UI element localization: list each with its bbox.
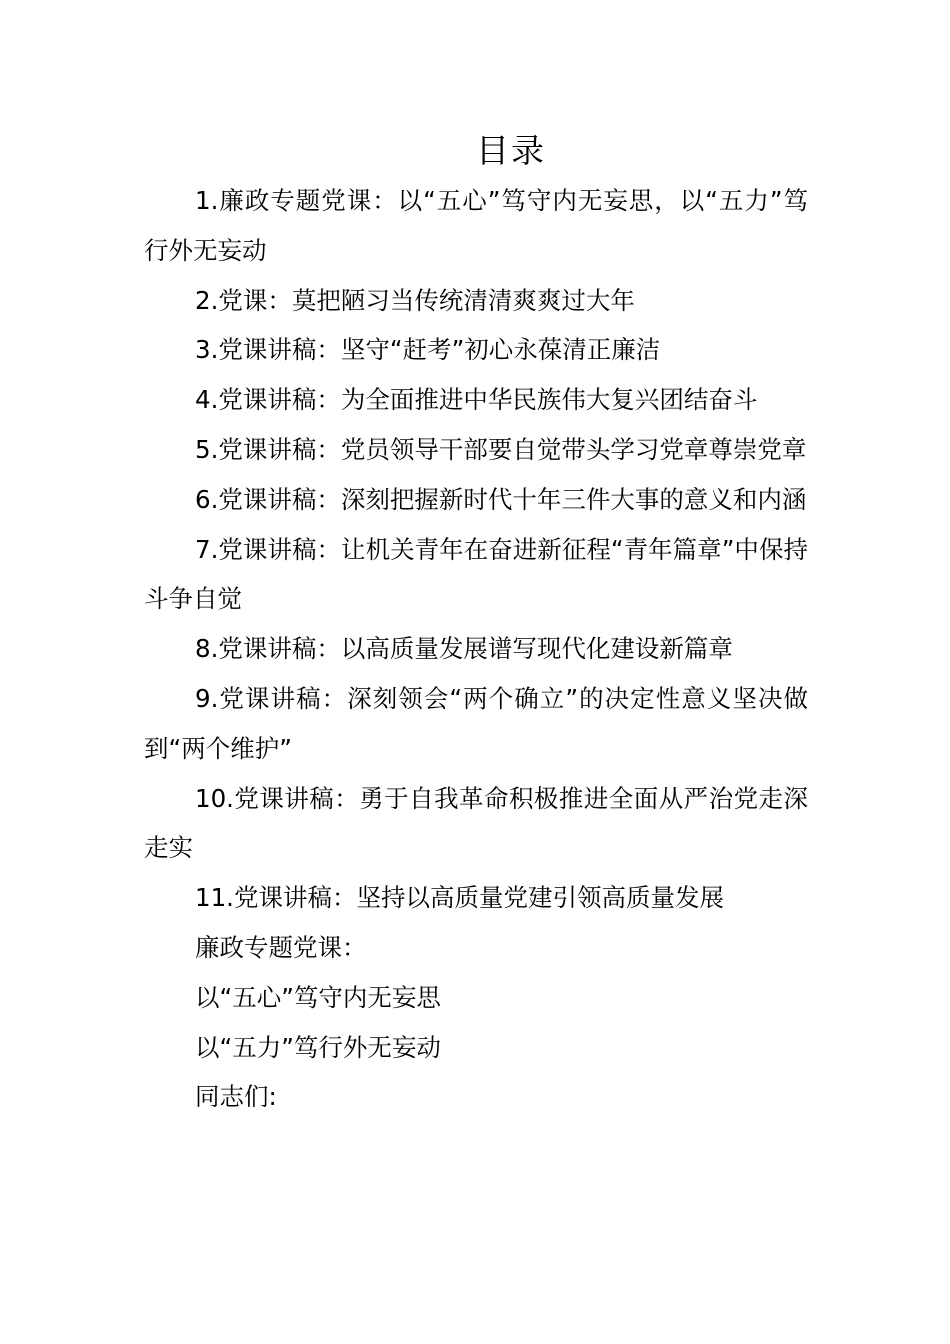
toc-item-5: 5.党课讲稿：党员领导干部要自觉带头学习党章尊崇党章 — [195, 434, 807, 464]
article-heading-line-2: 以“五心”笃守内无妄思 — [195, 982, 441, 1012]
toc-item-7: 7.党课讲稿：让机关青年在奋进新征程“青年篇章”中保持斗争自觉 — [144, 534, 808, 614]
toc-item-1: 1.廉政专题党课：以“五心”笃守内无妄思，以“五力”笃行外无妄动 — [144, 186, 808, 265]
document-body — [144, 176, 808, 1122]
salutation: 同志们: — [195, 1082, 277, 1112]
toc-item-8: 8.党课讲稿：以高质量发展谱写现代化建设新篇章 — [195, 634, 733, 664]
toc-item-10: 10.党课讲稿：勇于自我革命积极推进全面从严治党走深走实 — [144, 783, 808, 863]
toc-item-9: 9.党课讲稿：深刻领会“两个确立”的决定性意义坚决做到“两个维护” — [144, 683, 808, 763]
article-heading-line-1: 廉政专题党课： — [195, 932, 367, 962]
toc-item-6: 6.党课讲稿：深刻把握新时代十年三件大事的意义和内涵 — [195, 484, 807, 514]
toc-item-3: 3.党课讲稿：坚守“赶考”初心永葆清正廉洁 — [195, 335, 661, 365]
article-heading-line-3: 以“五力”笃行外无妄动 — [195, 1032, 441, 1062]
page-title: 目录 — [476, 131, 546, 170]
toc-item-4: 4.党课讲稿：为全面推进中华民族伟大复兴团结奋斗 — [195, 385, 758, 415]
toc-item-11: 11.党课讲稿：坚持以高质量党建引领高质量发展 — [195, 883, 724, 913]
toc-item-2: 2.党课：莫把陋习当传统清清爽爽过大年 — [195, 285, 635, 315]
